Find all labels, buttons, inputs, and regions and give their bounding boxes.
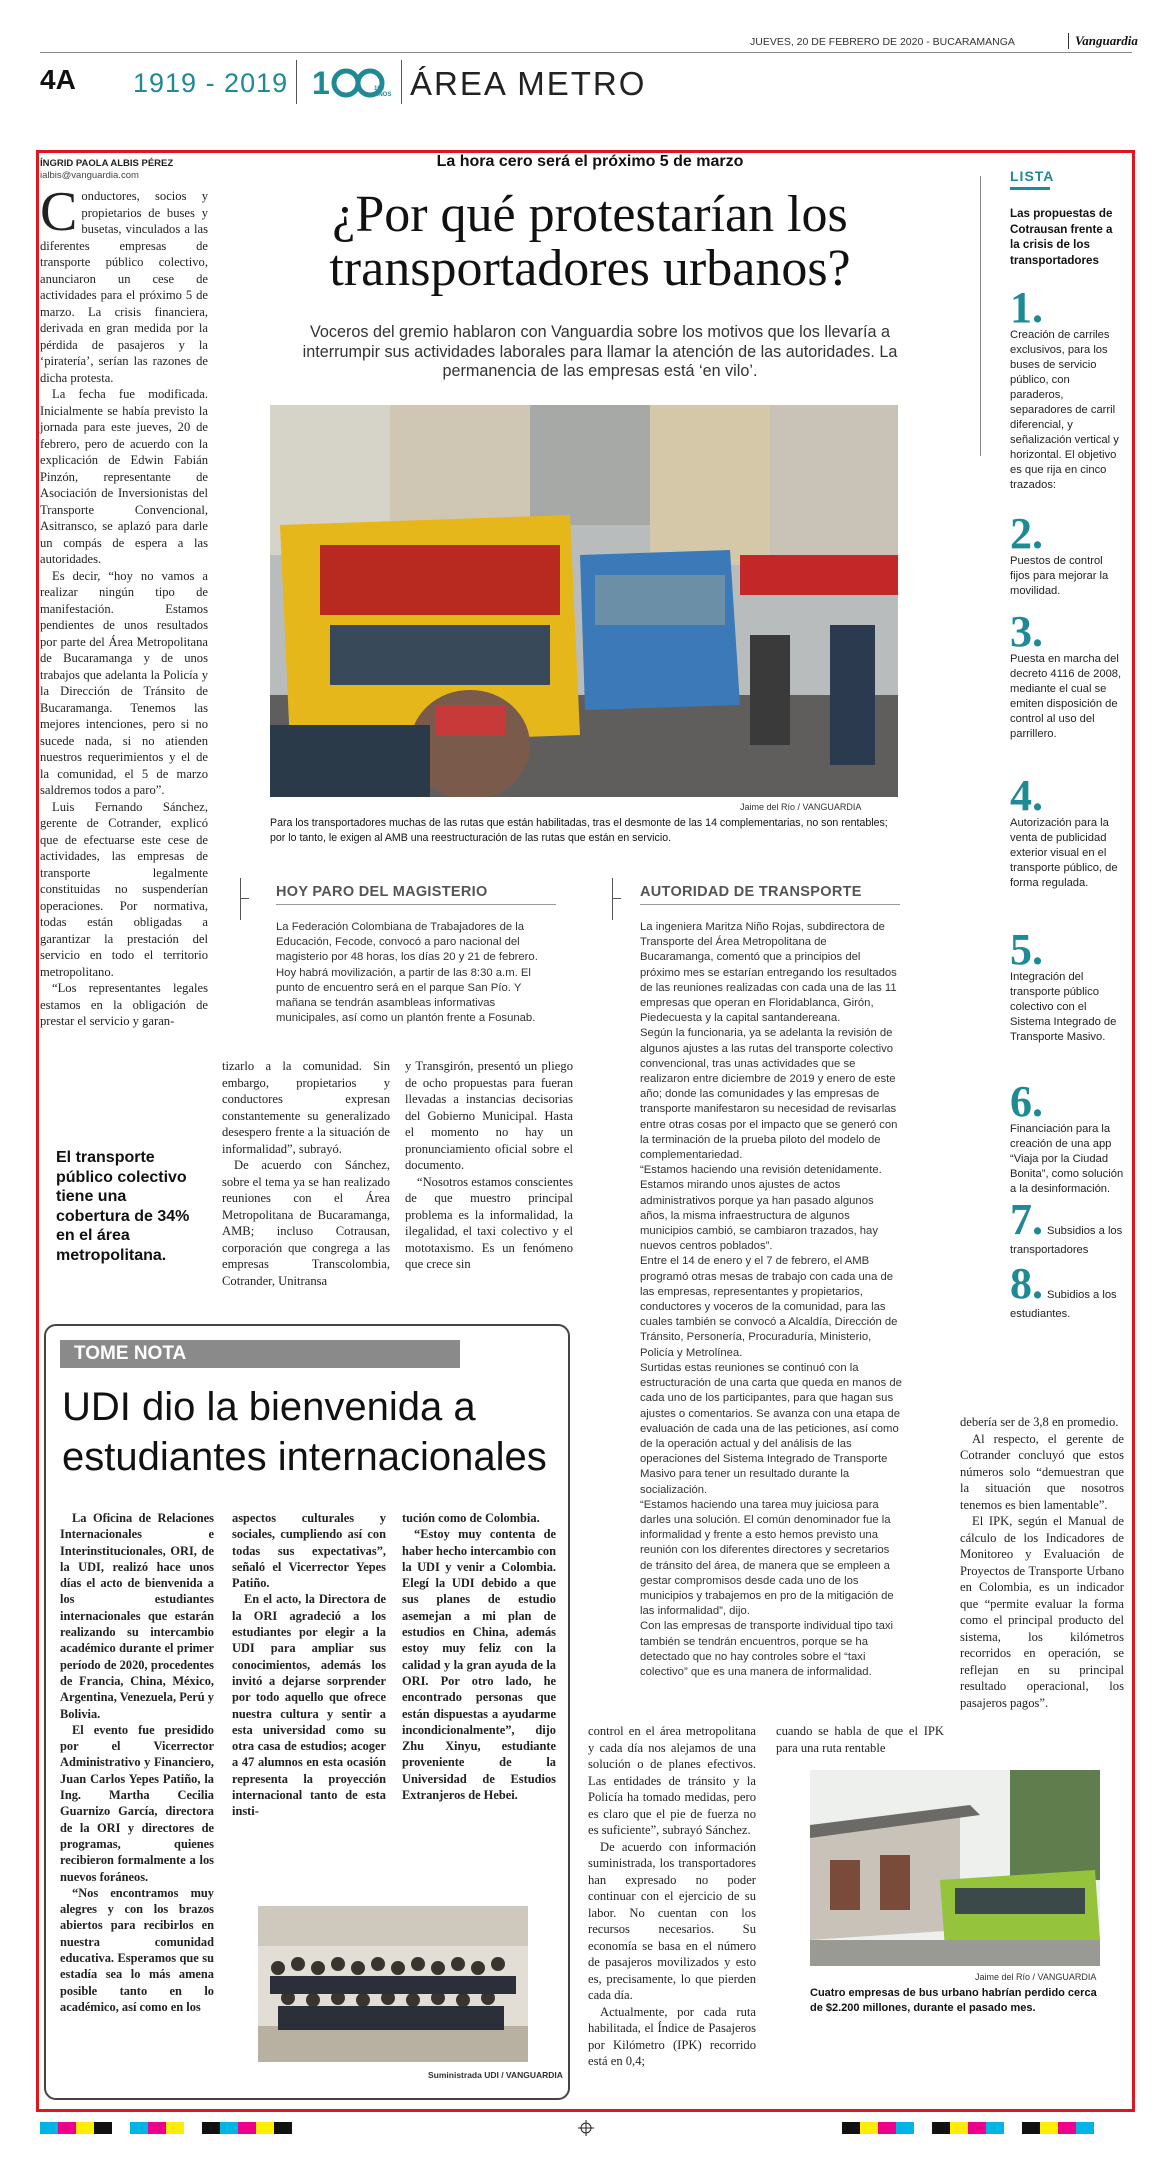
autoridad-rule xyxy=(612,878,613,920)
color-bar-right xyxy=(842,2122,1094,2134)
anniversary-logo-text: 100 AÑOS xyxy=(374,86,392,98)
paragraph: “Estoy muy contenta de haber hecho intercambio con la UDI y venir a Colombia. Elegí la UDI debido a que sus planes de estudio asemejan a mi plan de estudios en China, además estoy muy feliz con la calidad y la gran ayuda de la ORI. Por otro lado, he encontrado personas que están dispuestas a ayudarme incondicionalmente”, dijo Zhu Xinyu, estudiante proveniente de la Universidad de Estudios Extranjeros de Hebei. xyxy=(402,1527,556,1803)
paragraph: De acuerdo con Sánchez, sobre el tema ya se han realizado reuniones con el Área Metropolitana de Bucaramanga, AMB; incluso Cotrausan, corporación que congrega a las empresas Transcolombia, Cotrander, Unitransa xyxy=(222,1158,390,1288)
paragraph: De acuerdo con información suministrada, los transportadores han expresado no poder continuar con el ejercicio de su labor. No cuentan con los recursos necesarios. Su economía se basa en el número de pasajeros movilizados y esto es, precisamente, lo que pierden cada día. xyxy=(588,1839,756,2002)
lista-rule xyxy=(980,176,981,456)
kicker: La hora cero será el próximo 5 de marzo xyxy=(436,153,744,170)
author-name: ÍNGRID PAOLA ALBIS PÉREZ xyxy=(40,158,174,169)
magisterio-text: La Federación Colombiana de Trabajadores de la Educación, Fecode, convocó a paro nacional del magisterio por 48 horas, los días 20 y 21 de febrero. Hoy habrá movilización, a partir de las 8:30 a.m. El punto de encuentro será en el parque San Pío. Y mañana se tendrán asambleas informativas municipales, así como un plantón frente a Fosunab. xyxy=(276,921,538,1025)
paragraph: Conductores, socios y propietarios de buses y busetas, vinculados a las diferentes empresas de transporte público colectivo, anunciaron un cese de actividades para el próximo 5 de marzo. La crisis financiera, derivada en gran medida por la pérdida de pasajeros y la ‘piratería’, serían las razones de dicha protesta. xyxy=(40,181,208,385)
divider xyxy=(401,60,402,104)
list-number: 6. xyxy=(1010,1077,1043,1126)
list-text: Puesta en marcha del decreto 4116 de 2008, mediante el cual se emiten disposición de control al uso del parrillero. xyxy=(1010,653,1122,740)
udi-photo-credit: Suministrada UDI / VANGUARDIA xyxy=(428,2070,563,2080)
paragraph: Según la funcionaria, ya se adelanta la revisión de algunos ajustes a las rutas del transporte colectivo convencional, tras unas actividades que se realizaron entre diciembre de 2019 y enero de este año; donde las comunidades y las empresas de transporte manifestaron su necesidad de revisarlas entre otras cosas por el impacto que se generó con la terminación de la prueba piloto del modelo de complementariedad. xyxy=(640,1027,898,1162)
years-label: 1919 - 2019 xyxy=(133,68,289,98)
tome-nota-col-2 xyxy=(232,1510,386,1820)
paragraph: y Transgirón, presentó un pliego de ocho propuestas para fueran llevadas a instancias decisorias del Gobierno Municipal. Hasta el momento no hay un pronunciamiento oficial sobre el documento. xyxy=(405,1059,573,1172)
list-item xyxy=(1010,1195,1124,1264)
photo2-credit: Jaime del Río / VANGUARDIA xyxy=(975,1972,1097,1982)
pullquote: El transporte público colectivo tiene una cobertura de 34% en el área metropolitana. xyxy=(56,1149,190,1264)
paragraph: Actualmente, por cada ruta habilitada, el Índice de Pasajeros por Kilómetro (IPK) recorrido está en 0,4; xyxy=(588,2004,756,2068)
paragraph: Surtidas estas reuniones se continuó con la estructuración de una carta que queda en manos de cada uno de los participantes, para que hagan sus ajustes o comentarios. Se avanza con una etapa de evaluación de cada una de las peticiones, así como de la operación actual y del análisis de las operaciones del Sistema Integrado de Transporte Masivo para tener un resultado durante la socialización. xyxy=(640,1361,902,1496)
list-text: Subidios a los estudiantes. xyxy=(1010,1289,1117,1320)
tome-nota-headline-line2: estudiantes internacionales xyxy=(62,1435,547,1479)
photo2-caption: Cuatro empresas de bus urbano habrían perdido cerca de $2.200 millones, durante el pasado mes. xyxy=(810,1987,1097,2014)
paragraph: aspectos culturales y sociales, cumpliendo así con todas sus expectativas”, señaló el Vicerrector Yepes Patiño. xyxy=(232,1511,386,1591)
list-number: 3. xyxy=(1010,607,1043,656)
paragraph: “Nosotros estamos conscientes de que muestro principal problema es la informalidad, la ilegalidad, el taxi colectivo y el mototaxismo. Es un fenómeno que crece sin xyxy=(405,1174,573,1271)
paragraph: Entre el 14 de enero y el 7 de febrero, el AMB programó otras mesas de trabajo con cada una de las empresas, representantes y propietarios, conductores y voceros de la comunidad, para las cuales también se convocó a Alcaldía, Dirección de Tránsito, Personería, Procuraduría, Ministerio, Policía y Metrolínea. xyxy=(640,1255,898,1359)
list-number: 8. xyxy=(1010,1259,1043,1308)
list-item xyxy=(1010,771,1124,930)
list-text: Subsidios a los transportadores xyxy=(1010,1225,1123,1256)
paragraph: El evento fue presidido por el Vicerrector Administrativo y Financiero, Juan Carlos Yepes Patiño, la Ing. Martha Cecilia Guarnizo García, directora de la ORI y directores de programas, quienes recibieron formalmente a los nuevos foráneos. xyxy=(60,1722,214,1884)
paragraph: tizarlo a la comunidad. Sin embargo, propietarios y conductores expresan constantemente su generalizado desespero frente a la situación de informalidad”, subrayó. xyxy=(222,1059,390,1156)
lista-items xyxy=(1010,283,1124,1324)
main-photo xyxy=(270,405,898,797)
tome-nota-headline xyxy=(62,1382,562,1482)
photo-caption: Para los transportadores muchas de las rutas que están habilitadas, tras el desmonte de las 14 complementarias, no son rentables; por lo tanto, le exigen al AMB una reestructuración de las rutas que están en servicio. xyxy=(270,817,888,844)
magisterio-rule xyxy=(240,878,241,920)
section-title: ÁREA METRO xyxy=(410,65,647,102)
tome-nota-col-3 xyxy=(402,1510,556,1803)
list-text: Financiación para la creación de una app “Viaja por la Ciudad Bonita”, como solución a la desinformación. xyxy=(1010,1123,1124,1195)
svg-text:1: 1 xyxy=(312,65,330,101)
list-text: Puestos de control fijos para mejorar la movilidad. xyxy=(1010,555,1109,597)
autoridad-title: AUTORIDAD DE TRANSPORTE xyxy=(640,884,862,900)
list-item xyxy=(1010,283,1124,514)
paragraph: La ingeniera Maritza Niño Rojas, subdirectora de Transporte del Área Metropolitana de Bucaramanga, comentó que a principios del próximo mes se estarían entregando los resultados de las reuniones realizadas con cada una de las 11 empresas que operan en Floridablanca, Girón, Piedecuesta y la capital santandereana. xyxy=(640,921,897,1025)
paragraph: debería ser de 3,8 en promedio. xyxy=(960,1415,1119,1429)
paragraph: Al respecto, el gerente de Cotrander concluyó que estos números solo “demuestran que la situación que nosotros tenemos es bien lamentable”. xyxy=(960,1431,1124,1512)
list-text: Creación de carriles exclusivos, para los buses de servicio público, con paraderos, separadores de carril diferencial, y señalización vertical y horizontal. El objetivo es que rija en cinco trazados: xyxy=(1010,329,1119,491)
lista-label: LISTA xyxy=(1010,168,1055,184)
paragraph: “Estamos haciendo una revisión detenidamente. Estamos mirando unos ajustes de actos administrativos porque ya han pasado algunos años, la misma infraestructura de algunos municipios cambió, se cambiaron trazados, hay nuevos centros poblados”. xyxy=(640,1164,882,1253)
tome-nota-headline-line1: UDI dio la bienvenida a xyxy=(62,1385,476,1429)
article-col-3 xyxy=(405,1058,573,1273)
author-email: ialbis@vanguardia.com xyxy=(40,170,139,181)
list-number: 7. xyxy=(1010,1195,1043,1244)
list-number: 2. xyxy=(1010,509,1043,558)
divider xyxy=(296,60,297,104)
article-col-right xyxy=(960,1414,1124,1711)
magisterio-title: HOY PARO DEL MAGISTERIO xyxy=(276,884,488,900)
page-number: 4A xyxy=(40,64,76,95)
list-number: 4. xyxy=(1010,771,1043,820)
registration-mark-icon xyxy=(578,2120,594,2136)
lista-underline xyxy=(1010,187,1050,190)
brand-name: Vanguardia xyxy=(1068,33,1138,49)
article-col-1 xyxy=(40,181,208,1030)
paragraph: En el acto, la Directora de la ORI agradeció a los estudiantes por elegir a la UDI para ampliar sus conocimientos, además los invitó a dejarse sorprender por todo aquello que ofrece nuestra cultura y sentir a esta universidad como su otra casa de estudios; acoger a 47 alumnos en esta ocasión representa la proyección internacional tanto de esta insti- xyxy=(232,1592,386,1819)
anniversary-logo xyxy=(312,64,390,102)
list-item xyxy=(1010,509,1124,612)
paragraph: “Los representantes legales estamos en la obligación de prestar el servicio y garan- xyxy=(40,981,208,1028)
paragraph: control en el área metropolitana y cada día nos alejamos de una solución o de planes efectivos. Las entidades de tránsito y la Policía ha tomado medidas, pero es claro que el pie de fuerza no es suficiente”, subrayó Sánchez. xyxy=(588,1724,756,1837)
drop-cap: C xyxy=(40,181,78,243)
article-col-4 xyxy=(588,1723,756,2070)
headline xyxy=(240,188,940,296)
paragraph: “Nos encontramos muy alegres y con los brazos abiertos para recibirlos en nuestra comunidad educativa. Esperamos que su estadía sea lo más amena posible tanto en lo académico, así como en los xyxy=(60,1885,214,2014)
paragraph: tución como de Colombia. xyxy=(402,1511,540,1525)
list-text: Autorización para la venta de publicidad exterior visual en el transporte público, de forma regulada. xyxy=(1010,817,1118,889)
list-text: Integración del transporte público colectivo con el Sistema Integrado de Transporte Masivo. xyxy=(1010,971,1117,1043)
list-item xyxy=(1010,925,1124,1082)
article-col-2 xyxy=(222,1058,390,1289)
photo-credit: Jaime del Río / VANGUARDIA xyxy=(740,802,862,812)
paragraph: Luis Fernando Sánchez, gerente de Cotrander, explicó que de efectuarse este cese de actividades, las empresas de transporte legalmente constituidas no suspenderían operaciones. Por normativa, todas están obligadas a garantizar la prestación del servicio en todo el territorio metropolitano. xyxy=(40,799,208,979)
list-number: 1. xyxy=(1010,283,1043,332)
headline-line1: ¿Por qué protestarían los xyxy=(332,186,848,243)
autoridad-text xyxy=(640,920,902,1680)
autoridad-underline xyxy=(640,904,900,905)
masthead-rule xyxy=(40,52,1132,53)
paragraph: “Estamos haciendo una tarea muy juiciosa para darles una solución. El común denominador fue la informalidad y frente a esto hemos previsto una reunión con los diferentes directores y secretarios de tránsito del área, de manera que se empleen a gestar compromisos desde cada uno de los municipios y trabajemos en pro de la mitigación de las informalidad”, dijo. xyxy=(640,1498,894,1618)
paragraph: Con las empresas de transporte individual tipo taxi también se tendrán encuentros, porque se ha detectado que no hay controles sobre el “taxi colectivo” que es una manera de informalidad. xyxy=(640,1620,894,1678)
headline-line2: transportadores urbanos? xyxy=(329,240,851,297)
magisterio-underline xyxy=(276,904,556,905)
date-line: JUEVES, 20 DE FEBRERO DE 2020 - BUCARAMANGA xyxy=(750,36,1015,48)
list-item xyxy=(1010,607,1124,776)
article-col-5-top: cuando se habla de que el IPK para una ruta rentable xyxy=(776,1724,944,1755)
tome-nota-label: TOME NOTA xyxy=(60,1340,460,1368)
deck: Voceros del gremio hablaron con Vanguardia sobre los motivos que los llevaría a interrumpir sus actividades laborales para llamar la atención de las autoridades. La permanencia de las empresas está ‘en vilo’. xyxy=(302,323,898,380)
paragraph: El IPK, según el Manual de cálculo de los Indicadores de Monitoreo y Evaluación de Proyectos de Transporte Urbano en Colombia, es un indicador que “permite evaluar la forma como el principal producto del sistema, los kilómetros recorridos en operación, se reflejan en su principal resultado operacional, los pasajeros pagos”. xyxy=(960,1514,1124,1710)
magisterio-rule xyxy=(240,898,249,899)
autoridad-rule xyxy=(612,898,621,899)
paragraph: La Oficina de Relaciones Internacionales e Interinstitucionales, ORI, de la UDI, realizó hace unos días el acto de bienvenida a los estudiantes internacionales que estarán realizando su intercambio académico durante el primer período de 2020, procedentes de Francia, China, México, Argentina, Venezuela, Perú y Bolivia. xyxy=(60,1511,214,1721)
list-number: 5. xyxy=(1010,925,1043,974)
list-item xyxy=(1010,1077,1124,1200)
paragraph: Es decir, “hoy no vamos a realizar ningún tipo de manifestación. Estamos pendientes de unos resultados por parte del Área Metropolitana de Bucaramanga y de unos trabajos que adelanta la Policía y la Dirección de Tránsito de Bucaramanga. Tenemos las mejores intenciones, pero si no sucede nada, si no atienden nuestros requerimientos y el de la comunidad, el 5 de marzo saldremos todos a paro”. xyxy=(40,568,208,797)
color-bar-left xyxy=(40,2122,292,2134)
lista-intro: Las propuestas de Cotrausan frente a la crisis de los transportadores xyxy=(1010,207,1113,267)
list-item xyxy=(1010,1259,1124,1324)
bus-station-photo xyxy=(810,1770,1100,1966)
paragraph: La fecha fue modificada. Inicialmente se había previsto la jornada para este jueves, 20 de febrero, pero de acuerdo con la explicación de Edwin Fabián Pinzón, representante de Asociación de Inversionistas del Transporte Convencional, Asitransco, se aplazó para darle un compás de espera a las autoridades. xyxy=(40,387,208,566)
udi-group-photo xyxy=(258,1906,528,2062)
tome-nota-col-1 xyxy=(60,1510,214,2015)
